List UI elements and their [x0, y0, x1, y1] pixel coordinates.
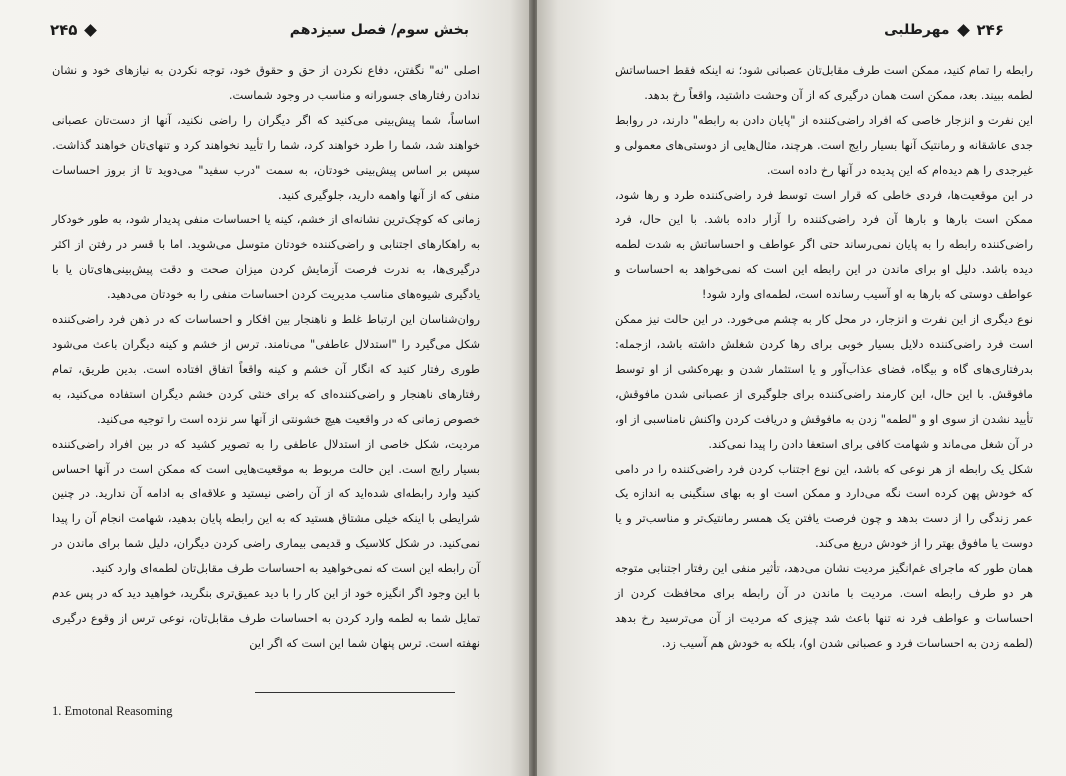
left-page-body	[52, 58, 480, 656]
paragraph: با این وجود اگر انگیزه خود از این کار را با دید عمیق‌تری بنگرید، خواهید دید که در پس عدم تمایل شما به لطمه وارد کردن به احساسات طرف مقابل‌تان، نوعی ترس از وقوع درگیری نهفته است. ترس پنهان شما این است که اگر این	[52, 586, 480, 650]
diamond-icon	[957, 24, 970, 37]
right-page	[537, 0, 1066, 776]
paragraph: روان‌شناسان این ارتباط غلط و ناهنجار بین افکار و احساسات که در ذهن فرد راضی‌کننده شکل می‌گیرد را "استدلال عاطفی" می‌نامند. ترس از خشم و کینه دیگران باعث می‌شود طوری رفتار کنید که انگار آن خشم و کینه واقعاً اتفاق افتاده است. بدین طریق، تمام رفتارهای ناهنجار و راضی‌کننده‌ای که برای خنثی کردن خشم دیگران استفاده می‌کنید، به خصوص زمانی که در واقعیت هیچ خشونتی از آنها سر نزده است را توجیه می‌کنید.	[52, 312, 480, 426]
paragraph: اساساً، شما پیش‌بینی می‌کنید که اگر دیگران را راضی نکنید، آنها از دست‌تان عصبانی خواهند شد، شما را طرد خواهند کرد، شما را تأیید نخواهند کرد و تنهای‌تان خواهند گذاشت. سپس بر اساس پیش‌بینی خودتان، به سمت "درب سفید" می‌دوید تا از بروز احساسات منفی که از آنها واهمه دارید، جلوگیری کنید.	[52, 112, 480, 202]
left-page	[0, 0, 531, 776]
diamond-icon	[85, 24, 98, 37]
right-page-header	[587, 18, 1004, 42]
paragraph: نوع دیگری از این نفرت و انزجار، در محل کار به چشم می‌خورد. در این حالت نیز ممکن است فرد راضی‌کننده دلایل بسیار خوبی برای رها کردن شغلش داشته باشد، ازجمله: بدرفتاری‌های گاه و بیگاه، فضای عذاب‌آور و یا استثمار شدن و بهره‌کشی از او توسط مافوقش. با این حال، این کارمند راضی‌کننده برای جلوگیری از عصبانی شدن مافوقش، تأیید نشدن از سوی او و "لطمه" زدن به مافوقش و دریافت کردن واکنش نامناسبی از او، در آن شغل می‌ماند و شهامت کافی برای استعفا دادن را پیدا نمی‌کند.	[615, 312, 1033, 451]
right-page-number-group	[884, 21, 1004, 39]
paragraph: در این موقعیت‌ها، فردی خاطی که قرار است توسط فرد راضی‌کننده طرد و رها شود، ممکن است بارها و بارها آن فرد راضی‌کننده را آزار داده باشد. با این حال، فرد راضی‌کننده رابطه را به پایان نمی‌رساند حتی اگر عواطف و احساساتش به شدت لطمه دیده باشد. دلیل او برای ماندن در این رابطه این است که نمی‌خواهد به احساسات و عواطف دوستی که بارها به او آسیب رسانده است، لطمه‌ای وارد شود!	[615, 187, 1033, 302]
footnote-divider	[255, 692, 455, 693]
right-page-number: ۲۴۶	[976, 21, 1004, 39]
right-page-title: مهرطلبی	[884, 22, 950, 38]
left-page-header	[50, 18, 469, 42]
footnote: 1. Emotonal Reasoming	[52, 704, 173, 718]
left-page-title: بخش سوم/ فصل سیزدهم	[289, 22, 469, 38]
paragraph: مردیت، شکل خاصی از استدلال عاطفی را به تصویر کشید که در بین افراد راضی‌کننده بسیار رایج است. این حالت مربوط به موقعیت‌هایی است که ممکن است در آنها احساس کنید وارد رابطه‌ای شده‌اید که از آن راضی نیستید و علاقه‌ای به ادامه آن ندارید. در چنین شرایطی با اینکه خیلی مشتاق هستید که به این رابطه پایان بدهید، شهامت انجام آن را پیدا نمی‌کنید. در شکل کلاسیک و قدیمی بیماری راضی کردن دیگران، دلیل شما برای ماندن در آن رابطه این است که نمی‌خواهید به احساسات طرف مقابل‌تان لطمه‌ای وارد کنید.	[52, 436, 480, 576]
left-running-head	[290, 22, 469, 38]
paragraph: شکل یک رابطه از هر نوعی که باشد، این نوع اجتناب کردن فرد راضی‌کننده را در دامی که خودش پهن کرده است نگه می‌دارد و ممکن است او به بهای سنگینی به اندازه یک عمر زندگی را از دست بدهد و چون فرصت یافتن یک همسر رمانتیک‌تر و مناسب‌تر و یا دوست یا مافوق بهتر را از خودش دریغ می‌کند.	[615, 461, 1033, 551]
paragraph: زمانی که کوچک‌ترین نشانه‌ای از خشم، کینه یا احساسات منفی پدیدار شود، به طور خودکار به راهکارهای اجتنابی و راضی‌کننده خودتان متوسل می‌شوید. اما با قسر در رفتن از اکثر درگیری‌ها، به ندرت فرصت آزمایش کردن میزان صحت و دقت پیش‌بینی‌های‌تان یا با یادگیری شیوه‌های مناسب مدیریت کردن احساسات منفی را به خودتان می‌دهید.	[52, 212, 480, 302]
paragraph: این نفرت و انزجار خاصی که افراد راضی‌کننده از "پایان دادن به رابطه" دارند، در روابط جدی عاشقانه و رمانتیک آنها بسیار رایج است. هرچند، مثال‌هایی از دوستی‌های معمولی و غیرجدی را هم دیده‌ام که این پدیده در آنها رخ داده است.	[615, 112, 1033, 177]
left-page-number-group	[50, 21, 98, 39]
paragraph: همان طور که ماجرای غم‌انگیز مردیت نشان می‌دهد، تأثیر منفی این رفتار اجتنابی متوجه هر دو طرف رابطه است. مردیت با ماندن در آن رابطه برای محافظت کردن از احساسات و عواطف فرد نه تنها باعث شد چیزی که مردیت از آن می‌ترسید رخ بدهد (لطمه زدن به احساسات فرد و عصبانی شدن او)، بلکه به خودش هم آسیب زد.	[615, 561, 1033, 650]
left-page-number: ۲۴۵	[50, 21, 78, 39]
paragraph: رابطه را تمام کنید، ممکن است طرف مقابل‌تان عصبانی شود؛ نه اینکه فقط احساساتش لطمه ببیند. بعد، ممکن است همان درگیری که از آن وحشت داشتید، واقعاً رخ بدهد.	[615, 63, 1033, 102]
paragraph: اصلی "نه" نگفتن، دفاع نکردن از حق و حقوق خود، توجه نکردن به نیازهای خود و نشان ندادن رفتارهای جسورانه و مناسب در وجود شماست.	[52, 63, 480, 102]
right-page-body	[615, 58, 1033, 656]
